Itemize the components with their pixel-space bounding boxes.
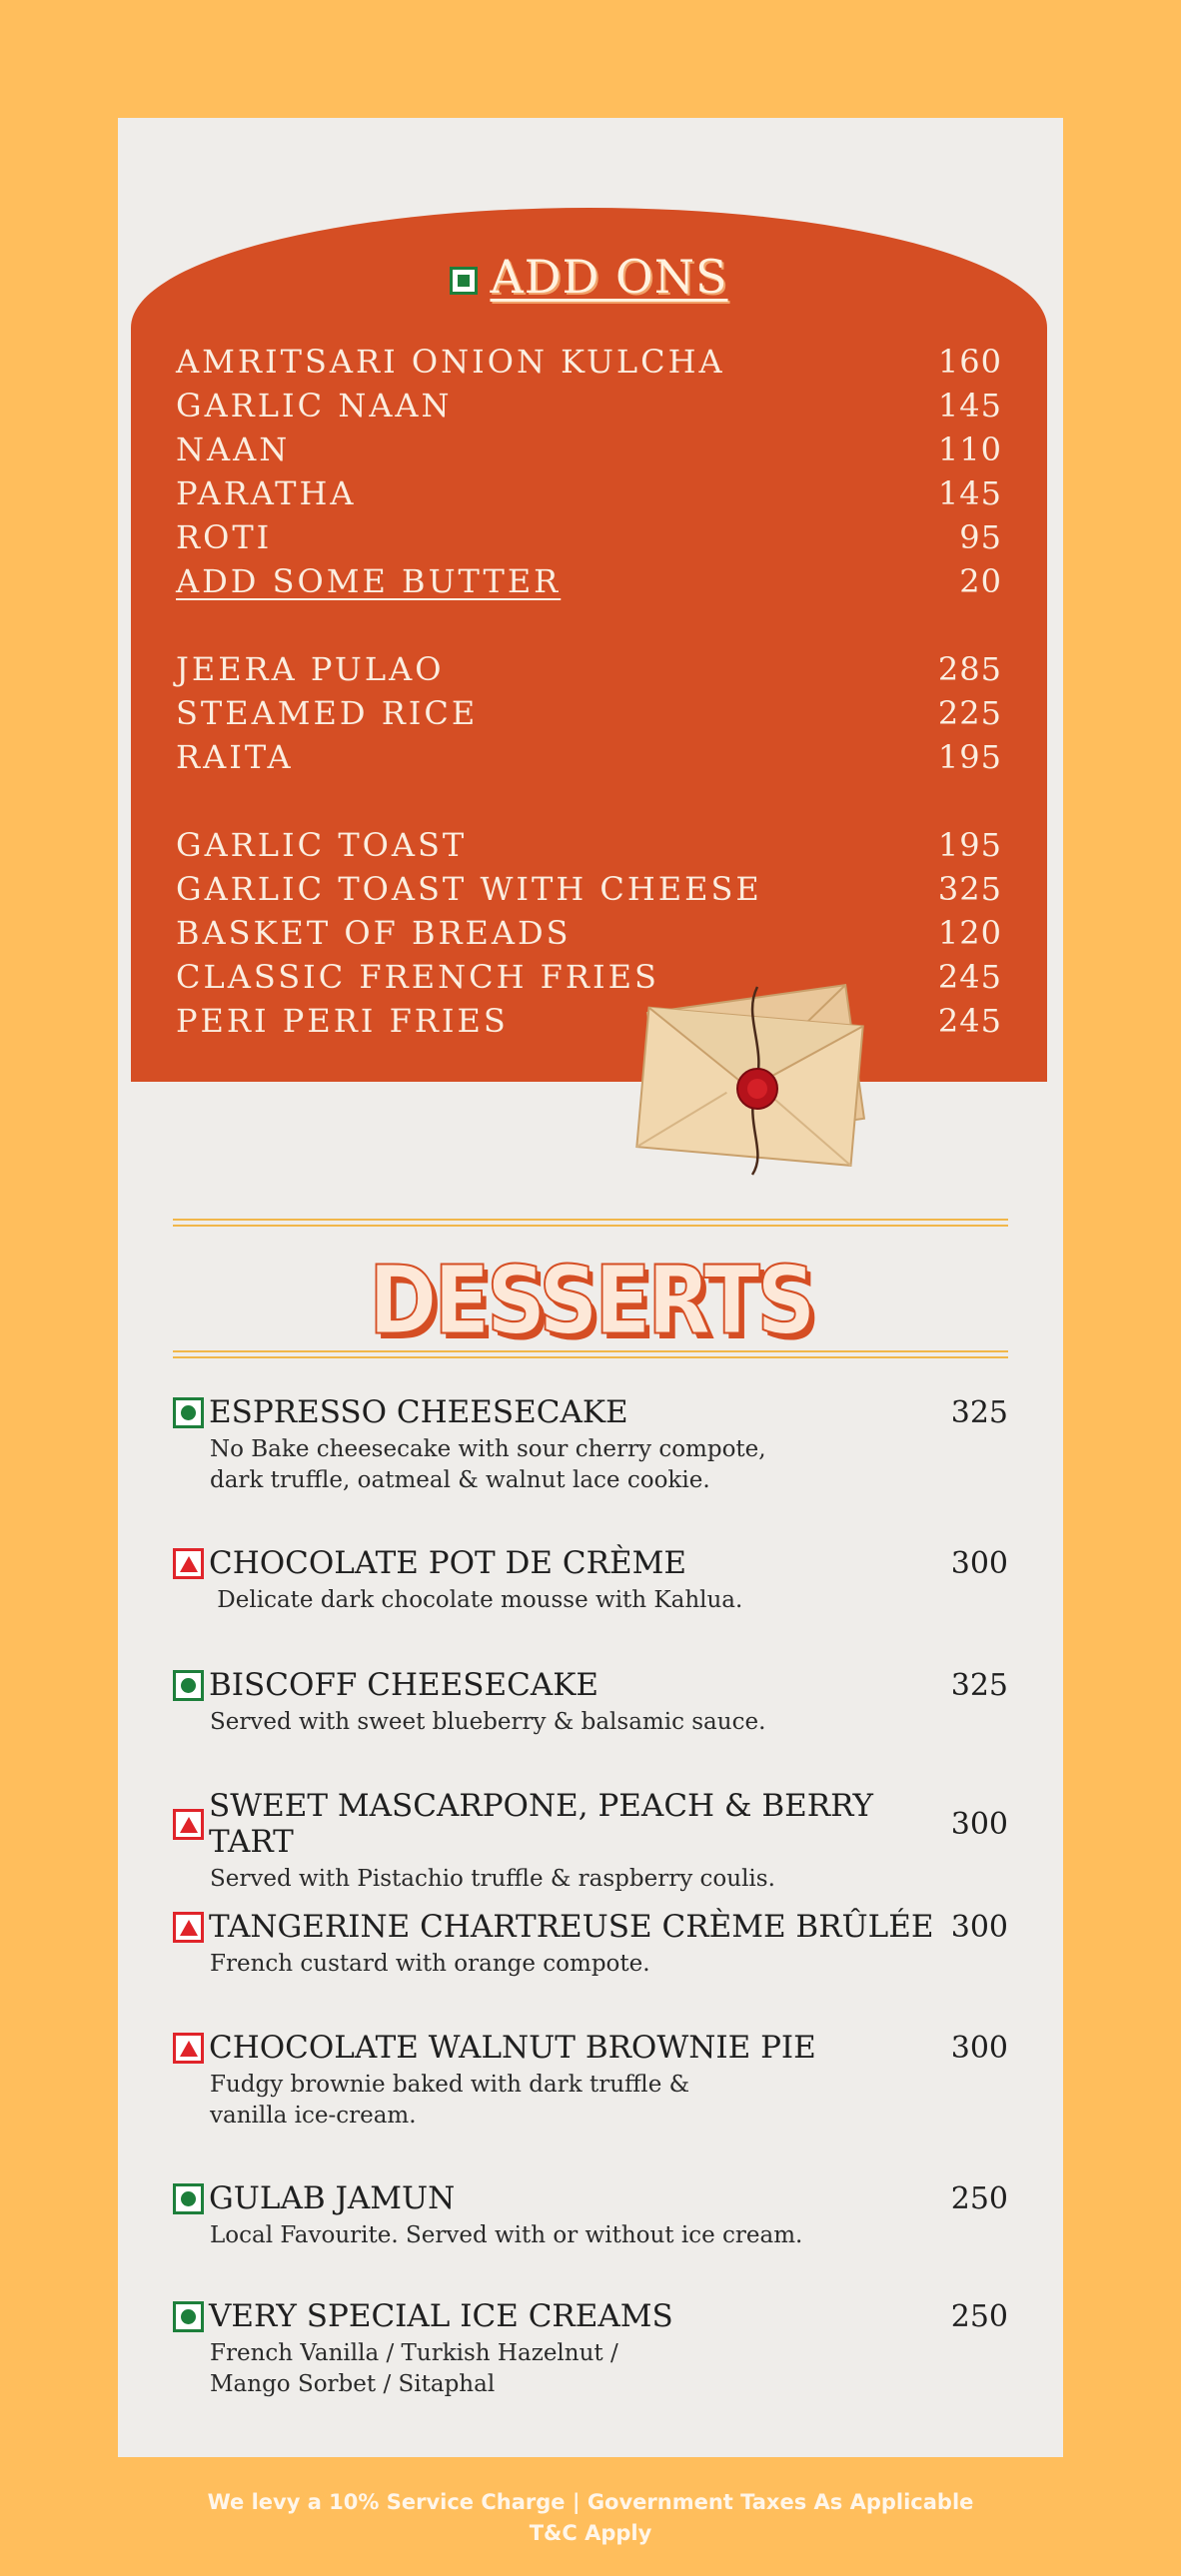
dessert-name: CHOCOLATE WALNUT BROWNIE PIE [209,2030,816,2066]
dessert-price: 250 [950,2298,1008,2334]
veg-mark-icon [173,1397,204,1428]
dessert-description: Fudgy brownie baked with dark truffle & [210,2072,690,2098]
dessert-price: 300 [950,2030,1008,2066]
dessert-price: 300 [950,1909,1008,1945]
addon-name: BASKET OF BREADS [176,914,572,952]
dessert-name: GULAB JAMUN [209,2180,456,2216]
nonveg-mark-icon [173,2033,204,2064]
dessert-item [173,1545,1008,1616]
nonveg-mark-icon [173,1809,204,1840]
addon-name: ROTI [176,518,273,556]
dessert-description: dark truffle, oatmeal & walnut lace cookie. [210,1467,710,1493]
addon-price: 245 [937,958,1002,996]
dessert-price: 325 [950,1667,1008,1703]
dessert-description: Served with sweet blueberry & balsamic sauce. [210,1709,766,1735]
addon-row [176,560,1002,602]
dessert-name: SWEET MASCARPONE, PEACH & BERRY TART [209,1788,873,1860]
veg-mark-icon [173,1670,204,1701]
veg-mark-icon [173,2183,204,2214]
dessert-name: CHOCOLATE POT DE CRÈME [209,1545,686,1581]
addon-row [176,341,1002,383]
addon-name: GARLIC NAAN [176,387,453,425]
addon-name: PARATHA [176,474,357,512]
addon-row [176,868,1002,910]
addon-price: 225 [937,694,1002,732]
dessert-price: 300 [950,1545,1008,1581]
addon-name: CLASSIC FRENCH FRIES [176,958,659,996]
dessert-name: VERY SPECIAL ICE CREAMS [209,2298,673,2334]
veg-mark-icon [450,267,478,295]
addon-price: 95 [959,518,1002,556]
nonveg-mark-icon [173,1912,204,1943]
veg-mark-icon [173,2301,204,2332]
addon-price: 325 [937,870,1002,908]
addons-panel [131,208,1047,1082]
divider [173,1219,1008,1221]
divider [173,1350,1008,1352]
addon-name: RAITA [176,738,294,776]
addon-row [176,429,1002,470]
dessert-description: No Bake cheesecake with sour cherry compote, [210,1436,766,1462]
addon-row [176,912,1002,954]
dessert-description: Local Favourite. Served with or without ice cream. [210,2222,803,2248]
sealed-envelope-icon [617,977,887,1177]
addon-row [176,824,1002,866]
dessert-description: Delicate dark chocolate mousse with Kahlua. [210,1587,743,1613]
addon-name: JEERA PULAO [176,650,445,688]
dessert-description: French Vanilla / Turkish Hazelnut / [210,2340,618,2366]
dessert-item [173,2030,1008,2132]
addon-name: ADD SOME BUTTER [176,562,562,600]
addons-heading [131,250,1047,304]
footer-charges: We levy a 10% Service Charge | Government Taxes As Applicable [207,2490,974,2514]
addon-name: GARLIC TOAST [176,826,468,864]
addon-price: 195 [937,826,1002,864]
addon-price: 245 [937,1002,1002,1040]
addon-row [176,472,1002,514]
dessert-description: Served with Pistachio truffle & raspberry coulis. [210,1866,775,1892]
dessert-name: TANGERINE CHARTREUSE CRÈME BRÛLÉE [209,1909,934,1945]
dessert-name: BISCOFF CHEESECAKE [209,1667,599,1703]
dessert-name: ESPRESSO CHEESECAKE [209,1394,628,1430]
dessert-item [173,1667,1008,1738]
dessert-description: French custard with orange compote. [210,1951,650,1977]
addon-row [176,385,1002,427]
dessert-item [173,2298,1008,2400]
dessert-item [173,1788,1008,1895]
addon-price: 20 [959,562,1002,600]
dessert-description: Mango Sorbet / Sitaphal [210,2371,496,2397]
addon-name: STEAMED RICE [176,694,479,732]
menu-card [118,118,1063,2457]
addon-price: 285 [937,650,1002,688]
dessert-item [173,2180,1008,2251]
addons-title: ADD ONS [490,250,728,304]
dessert-price: 250 [950,2180,1008,2216]
addon-price: 160 [937,343,1002,381]
addon-row [176,736,1002,778]
addon-row [176,516,1002,558]
addon-row [176,648,1002,690]
dessert-price: 300 [950,1806,1008,1842]
addon-name: PERI PERI FRIES [176,1002,509,1040]
footer-terms: T&C Apply [529,2521,652,2545]
addon-name: NAAN [176,430,291,468]
addon-name: AMRITSARI ONION KULCHA [176,343,725,381]
dessert-item [173,1394,1008,1496]
dessert-price: 325 [950,1394,1008,1430]
nonveg-mark-icon [173,1548,204,1579]
dessert-item [173,1909,1008,1980]
addon-row [176,692,1002,734]
dessert-description: vanilla ice-cream. [210,2103,417,2129]
addon-name: GARLIC TOAST WITH CHEESE [176,870,762,908]
desserts-title: DESSERTS [368,1246,813,1356]
addon-price: 120 [937,914,1002,952]
addon-price: 195 [937,738,1002,776]
footer [0,2487,1181,2549]
addon-price: 145 [937,474,1002,512]
addon-price: 110 [937,430,1002,468]
addon-price: 145 [937,387,1002,425]
